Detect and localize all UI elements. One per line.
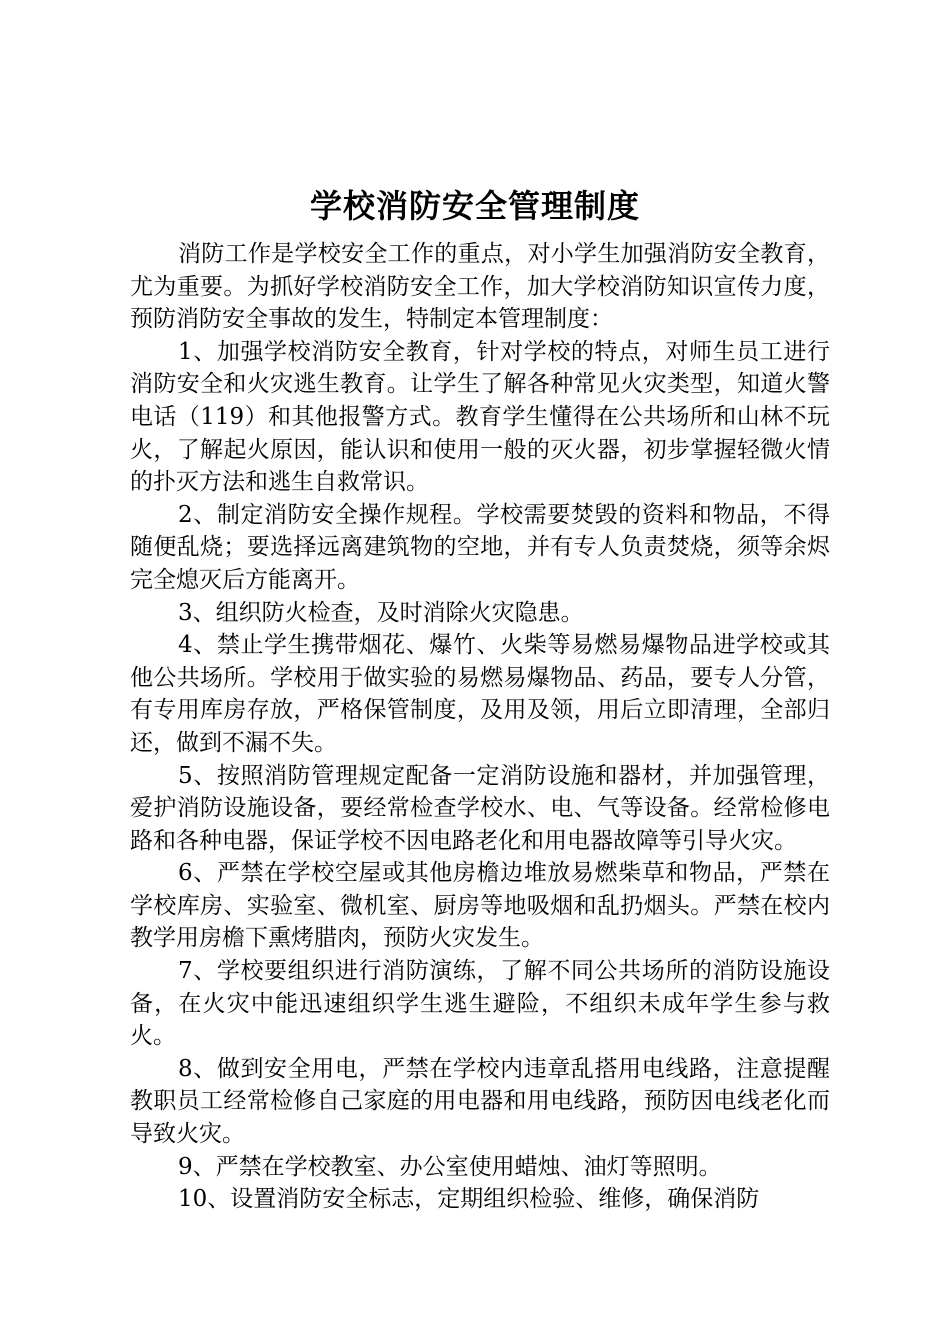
document-title: 学校消防安全管理制度 [309,187,640,225]
paragraph-item-3: 3、组织防火检查，及时消除火灾隐患。 [178,599,584,626]
paragraph-item-5: 5、按照消防管理规定配备一定消防设施和器材，并加强管理，爱护消防设施设备，要经常检查学校水、电、气等设备。经常检修电路和各种电器，保证学校不因电路老化和用电器故障等引导火灾。 [130,762,830,854]
paragraph-item-2: 2、制定消防安全操作规程。学校需要焚毁的资料和物品，不得随便乱烧；要选择远离建筑物的空地，并有专人负责焚烧，须等余烬完全熄灭后方能离开。 [130,501,830,593]
paragraph-item-10: 10、设置消防安全标志，定期组织检验、维修，确保消防 [178,1186,760,1213]
paragraph-item-9: 9、严禁在学校教室、办公室使用蜡烛、油灯等照明。 [178,1153,722,1180]
paragraph-item-4: 4、禁止学生携带烟花、爆竹、火柴等易燃易爆物品进学校或其他公共场所。学校用于做实验的易燃易爆物品、药品，要专人分管，有专用库房存放，严格保管制度，及用及领，用后立即清理，全部归还，做到不漏不失。 [130,632,830,756]
paragraph-item-7: 7、学校要组织进行消防演练，了解不同公共场所的消防设施设备，在火灾中能迅速组织学生逃生避险，不组织未成年学生参与救火。 [130,958,830,1050]
paragraph-item-6: 6、严禁在学校空屋或其他房檐边堆放易燃柴草和物品，严禁在学校库房、实验室、微机室、厨房等地吸烟和乱扔烟头。严禁在校内教学用房檐下熏烤腊肉，预防火灾发生。 [130,860,830,952]
paragraph-intro: 消防工作是学校安全工作的重点，对小学生加强消防安全教育，尤为重要。为抓好学校消防安全工作，加大学校消防知识宣传力度，预防消防安全事故的发生，特制定本管理制度： [130,241,830,333]
document-body [130,238,830,1216]
paragraph-item-8: 8、做到安全用电，严禁在学校内违章乱搭用电线路，注意提醒教职员工经常检修自己家庭的用电器和用电线路，预防因电线老化而导致火灾。 [130,1055,830,1148]
paragraph-item-1: 1、加强学校消防安全教育，针对学校的特点，对师生员工进行消防安全和火灾逃生教育。让学生了解各种常见火灾类型，知道火警电话（119）和其他报警方式。教育学生懂得在公共场所和山林不玩火，了解起火原因，能认识和使用一般的灭火器，初步掌握轻微火情的扑灭方法和逃生自救常识。 [130,338,830,496]
